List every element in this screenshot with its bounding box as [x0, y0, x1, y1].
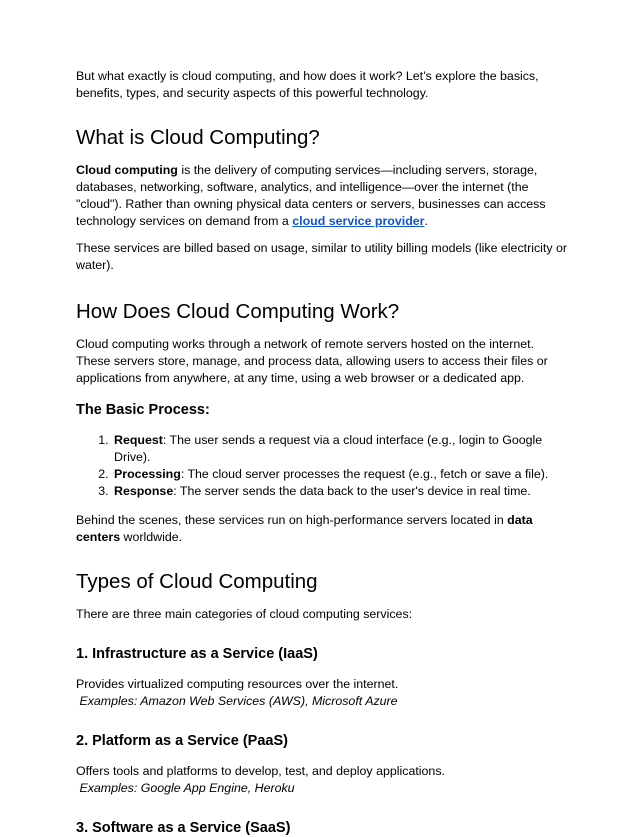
definition-end: . [424, 214, 428, 228]
how-works-paragraph: Cloud computing works through a network of remote servers hosted on the internet. These servers store, manage, and process data, allowing users to access their files or applications from anywhere, at any time, using a web browser or a dedicated app. [76, 337, 548, 385]
iaas-description: Provides virtualized computing resources over the internet. [76, 677, 399, 691]
step-term: Request [114, 433, 163, 447]
term-cloud-computing: Cloud computing [76, 163, 178, 177]
paas-examples: Examples: Google App Engine, Heroku [76, 781, 295, 795]
subheading-iaas: 1. Infrastructure as a Service (IaaS) [76, 646, 318, 662]
data-centers-paragraph [76, 512, 568, 546]
definition-text: is the delivery of computing services—including servers, storage, databases, networking, software, analytics, and intelligence—over the internet (the "cloud"). Rather than owning physical data centers or servers, businesses can access technology services on demand from a [76, 163, 546, 228]
subheading-saas: 3. Software as a Service (SaaS) [76, 820, 291, 836]
data-centers-end: worldwide. [120, 530, 183, 544]
billing-paragraph: These services are billed based on usage, similar to utility billing models (like electricity or water). [76, 241, 568, 272]
subheading-paas: 2. Platform as a Service (PaaS) [76, 733, 288, 749]
paas-description: Offers tools and platforms to develop, test, and deploy applications. [76, 764, 445, 778]
intro-paragraph: But what exactly is cloud computing, and how does it work? Let’s explore the basics, benefits, types, and security aspects of this powerful technology. [76, 69, 539, 100]
step-text: : The server sends the data back to the user's device in real time. [173, 484, 531, 498]
types-intro-paragraph: There are three main categories of cloud computing services: [76, 607, 413, 621]
process-steps-list [76, 432, 568, 500]
step-text: : The user sends a request via a cloud interface (e.g., login to Google Drive). [114, 433, 543, 464]
list-item [112, 432, 568, 466]
iaas-examples: Examples: Amazon Web Services (AWS), Microsoft Azure [76, 694, 398, 708]
subheading-basic-process: The Basic Process: [76, 402, 210, 418]
definition-paragraph [76, 162, 568, 230]
cloud-service-provider-link[interactable]: cloud service provider [292, 214, 425, 228]
section-heading-types: Types of Cloud Computing [76, 570, 318, 593]
step-term: Response [114, 484, 174, 498]
list-item [112, 466, 568, 483]
section-heading-what-is: What is Cloud Computing? [76, 126, 320, 149]
step-term: Processing [114, 467, 181, 481]
section-heading-how-works: How Does Cloud Computing Work? [76, 300, 400, 323]
list-item [112, 483, 568, 500]
data-centers-text: Behind the scenes, these services run on high-performance servers located in [76, 513, 508, 527]
step-text: : The cloud server processes the request (e.g., fetch or save a file). [180, 467, 549, 481]
term-data-centers: data centers [76, 513, 533, 544]
